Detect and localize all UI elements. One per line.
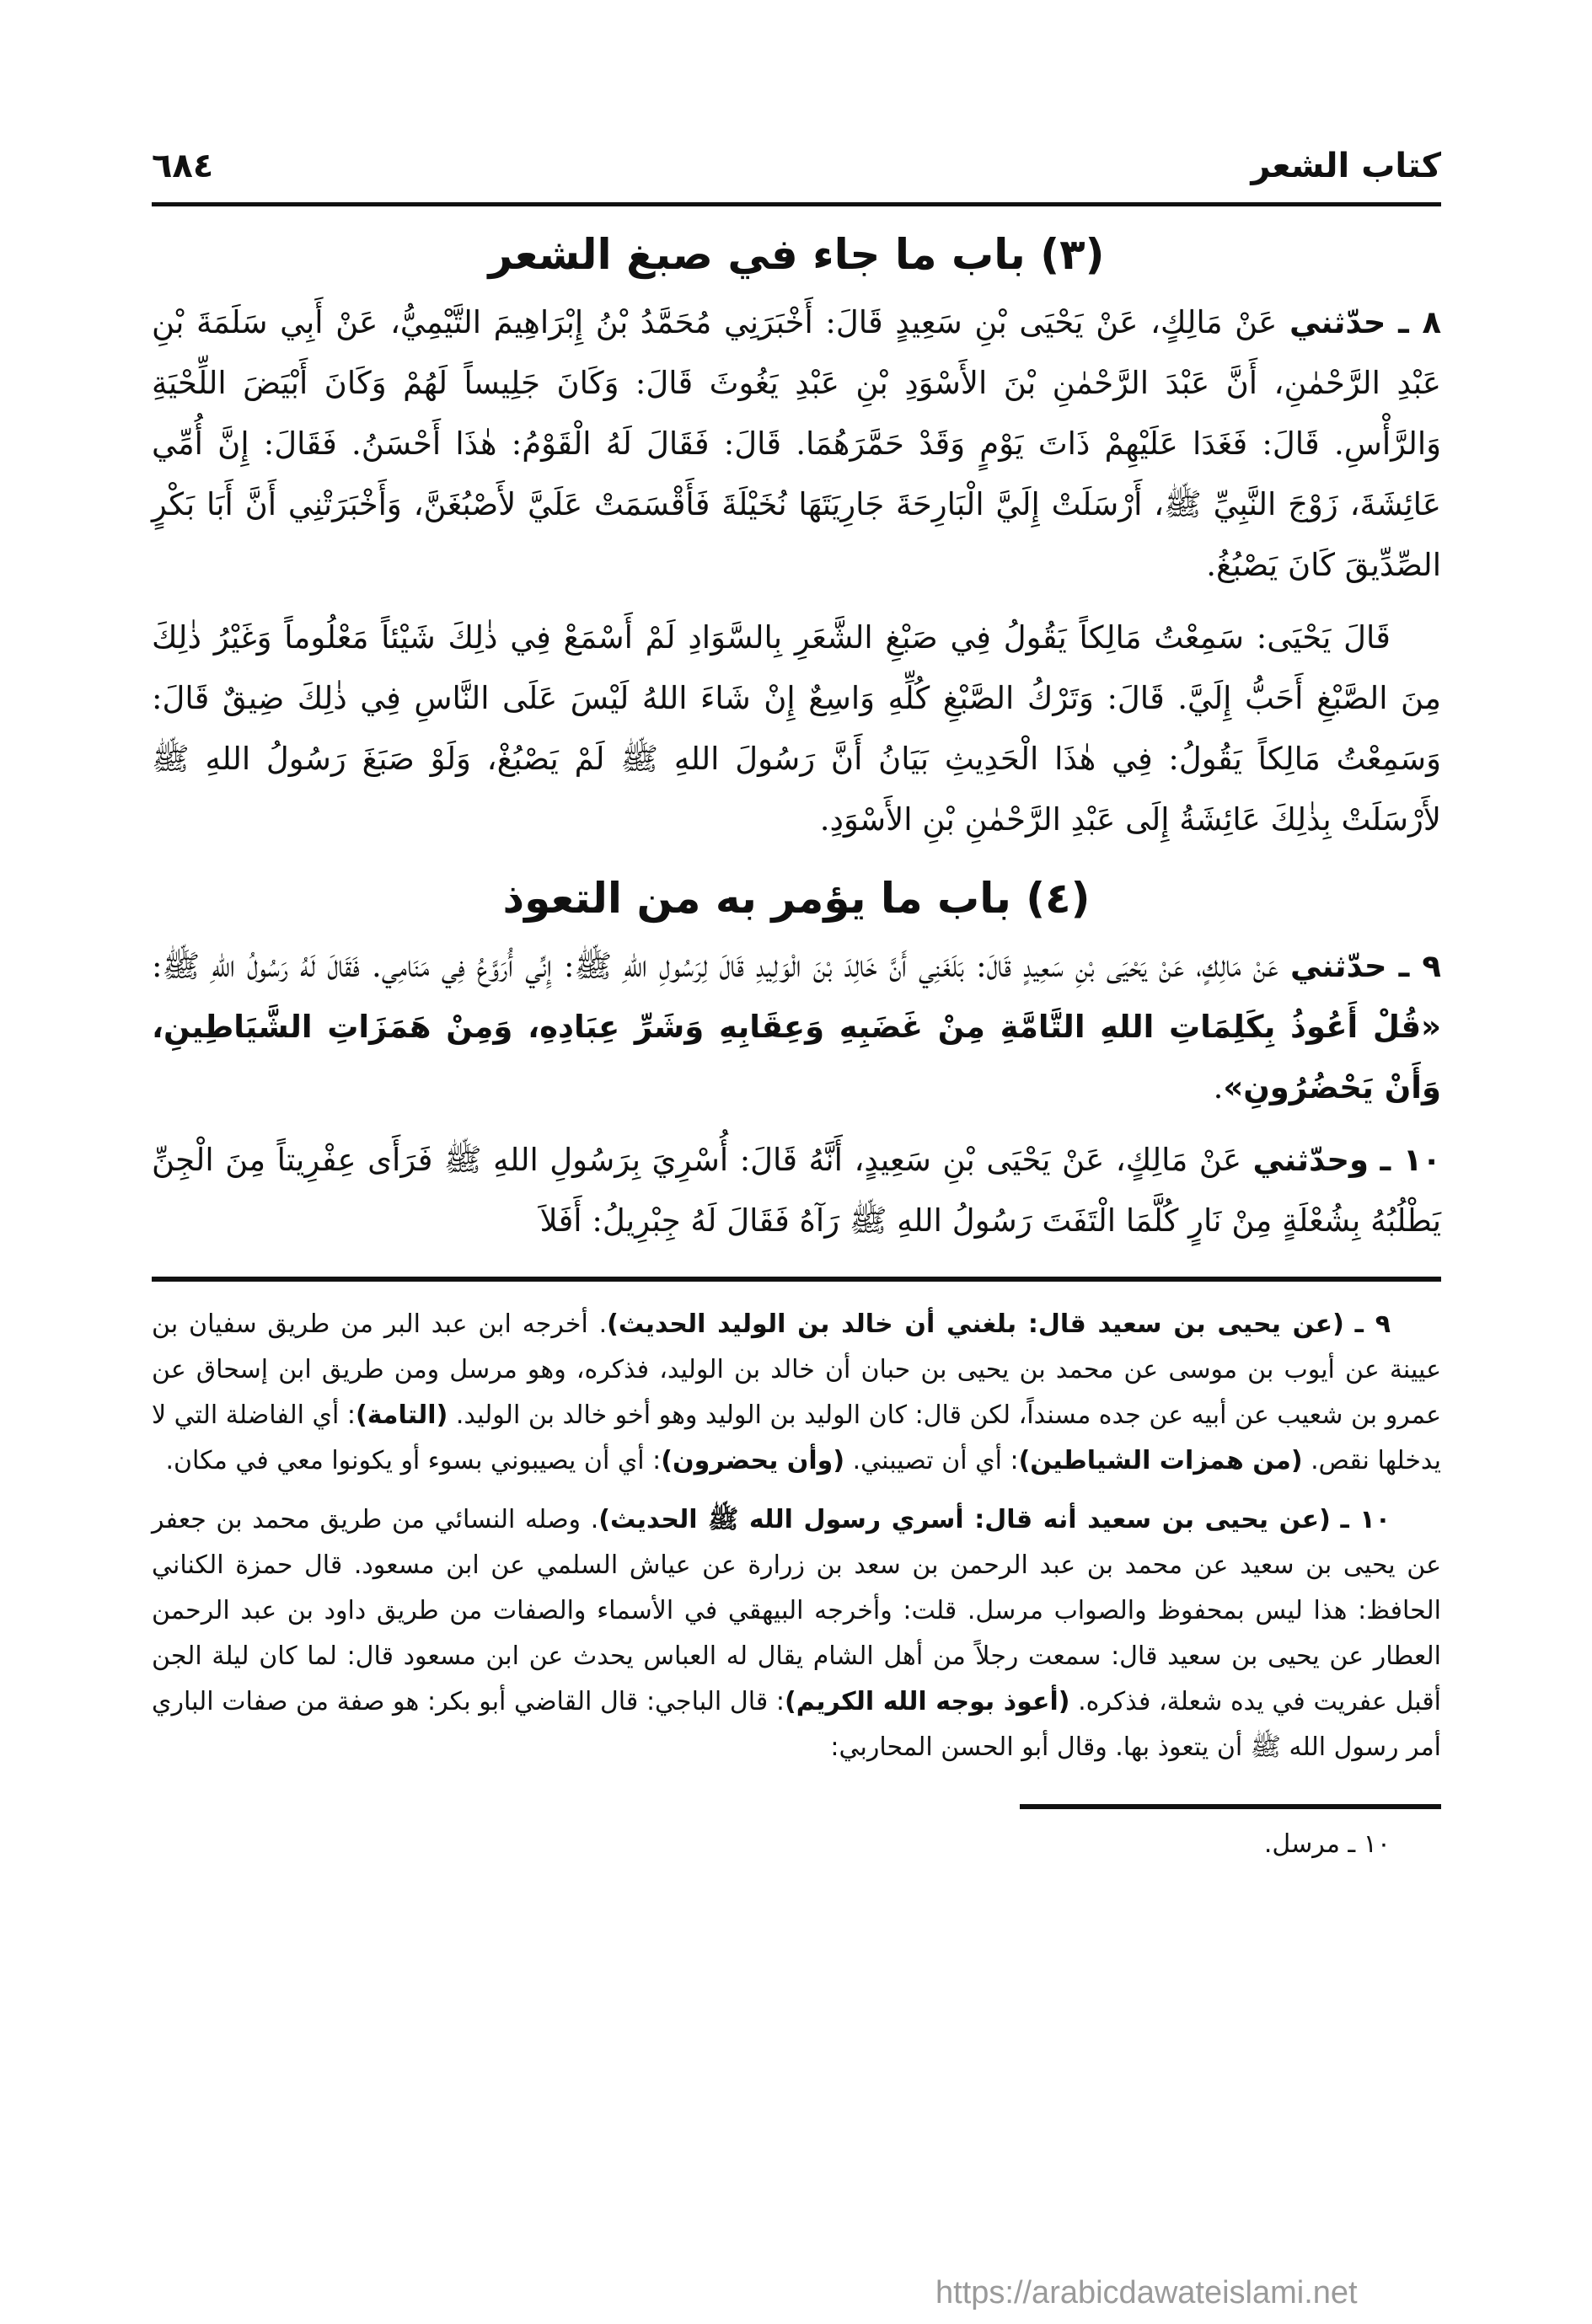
footnote-term: (أعوذ بوجه الله الكريم) <box>785 1687 1070 1716</box>
footnote-gloss: : أي أن تصيبني. <box>852 1446 1019 1475</box>
hadith-number: ١٠ ـ <box>1380 1142 1441 1178</box>
footnote-term: (وأن يحضرون) <box>661 1446 845 1475</box>
critical-apparatus-note: ١٠ ـ مرسل. <box>1263 1829 1391 1859</box>
book-title: كتاب الشعر <box>1251 147 1441 185</box>
footnote-gloss: : أي الفاضلة التي لا يدخلها نقص. <box>152 1400 1441 1475</box>
footnote-term: (من همزات الشياطين) <box>1018 1446 1303 1475</box>
chapter-title-4: (٤) باب ما يؤمر به من التعوذ <box>502 874 1091 923</box>
hadith-text: عَنْ مَالِكٍ، عَنْ يَحْيَى بْنِ سَعِيدٍ، أَنَّهُ قَالَ: أُسْرِيَ بِرَسُولِ اللهِ ﷺ فَرَأَى عِفْرِيتاً مِنَ الْجِنِّ يَطْلُبُهُ بِشُعْلَةٍ مِنْ نَارٍ كُلَّمَا الْتَفَتَ رَسُولُ اللهِ ﷺ رَآهُ فَقَالَ لَهُ جِبْرِيلُ: أَفَلاَ <box>152 1142 1441 1239</box>
footnote-number: ٩ ـ <box>1354 1309 1391 1339</box>
hadith-number: ٩ ـ <box>1398 948 1442 984</box>
footnote-number: ١٠ ـ <box>1340 1505 1391 1534</box>
footnote-text: . وصله النسائي من طريق محمد بن جعفر عن يحيى بن سعيد عن محمد بن عبد الرحمن بن سعد بن زرارة عن عياش السلمي عن ابن مسعود. قال حمزة الكناني الحافظ: هذا ليس بمحفوظ والصواب مرسل. قلت: وأخرجه البيهقي في الأسماء والصفات من طريق داود بن عبد الرحمن العطار عن يحيى بن سعيد قال: سمعت رجلاً من أهل الشام يقال له العباس يحدث عن ابن مسعود قال: لما كان ليلة الجن أقبل عفريت في يده شعلة، فذكره. <box>152 1505 1441 1716</box>
hadith-lead: وحدّثني <box>1252 1142 1370 1178</box>
footnote-gloss: : قال الباجي: قال القاضي أبو بكر: هو صفة من صفات الباري أمر رسول الله ﷺ أن يتعوذ بها. وقال أبو الحسن المحاربي: <box>152 1687 1441 1762</box>
running-header <box>152 126 1441 185</box>
book-page <box>152 126 1441 1859</box>
hadith-text: عَنْ مَالِكٍ، عَنْ يَحْيَى بْنِ سَعِيدٍ قَالَ: أَخْبَرَنِي مُحَمَّدُ بْنُ إِبْرَاهِيمَ التَّيْمِيُّ، عَنْ أَبِي سَلَمَةَ بْنِ عَبْدِ الرَّحْمٰنِ، أَنَّ عَبْدَ الرَّحْمٰنِ بْنَ الأَسْوَدِ بْنِ عَبْدِ يَغُوثَ قَالَ: وَكَانَ جَلِيساً لَهُمْ وَكَانَ أَبْيَضَ اللِّحْيَةِ وَالرَّأْسِ. قَالَ: فَغَدَا عَلَيْهِمْ ذَاتَ يَوْمٍ وَقَدْ حَمَّرَهُمَا. قَالَ: فَقَالَ لَهُ الْقَوْمُ: هٰذَا أَحْسَنُ. فَقَالَ: إِنَّ أُمِّي عَائِشَةَ، زَوْجَ النَّبِيِّ ﷺ، أَرْسَلَتْ إِلَيَّ الْبَارِحَةَ جَارِيَتَهَا نُخَيْلَةَ فَأَقْسَمَتْ عَلَيَّ لأَصْبُغَنَّ، وَأَخْبَرَتْنِي أَنَّ أَبَا بَكْرٍ الصِّدِّيقَ كَانَ يَصْبُغُ. <box>152 304 1441 583</box>
footnote-9 <box>152 1302 1441 1484</box>
footnote-separator <box>152 1277 1441 1282</box>
page-number: ٦٨٤ <box>152 147 214 185</box>
watermark-url: https://arabicdawateislami.net <box>935 2275 1358 2311</box>
hadith-lead: حدّثني <box>1290 948 1387 984</box>
hadith-number: ٨ ـ <box>1398 304 1442 340</box>
hadith-text: عَنْ مَالِكٍ، عَنْ يَحْيَى بْنِ سَعِيدٍ قَالَ: بَلَغَنِي أَنَّ خَالِدَ بْنَ الْوَلِيدِ قَالَ لِرَسُولِ اللهِ ﷺ: إِنِّي أُرَوَّعُ فِي مَنَامِي. فَقَالَ لَهُ رَسُولُ اللهِ ﷺ: <box>152 948 1278 984</box>
footnote-heading: (عن يحيى بن سعيد أنه قال: أسري رسول الله ﷺ الحديث) <box>598 1505 1331 1534</box>
footnote-term: (التامة) <box>356 1400 448 1430</box>
commentary-yahya: قَالَ يَحْيَى: سَمِعْتُ مَالِكاً يَقُولُ فِي صَبْغِ الشَّعَرِ بِالسَّوَادِ لَمْ أَسْمَعْ فِي ذٰلِكَ شَيْئاً مَعْلُوماً وَغَيْرُ ذٰلِكَ مِنَ الصَّبْغِ أَحَبُّ إِلَيَّ. قَالَ: وَتَرْكُ الصَّبْغِ كُلِّهِ وَاسِعٌ إِنْ شَاءَ اللهُ لَيْسَ عَلَى النَّاسِ فِي ذٰلِكَ ضِيقٌ قَالَ: وَسَمِعْتُ مَالِكاً يَقُولُ: فِي هٰذَا الْحَدِيثِ بَيَانُ أَنَّ رَسُولَ اللهِ ﷺ لَمْ يَصْبُغْ، وَلَوْ صَبَغَ رَسُولُ اللهِ ﷺ لأَرْسَلَتْ بِذٰلِكَ عَائِشَةُ إِلَى عَبْدِ الرَّحْمٰنِ بْنِ الأَسْوَدِ. <box>152 619 1441 838</box>
hadith-10 <box>152 1130 1441 1251</box>
hadith-end: . <box>1213 1069 1224 1106</box>
hadith-9 <box>152 936 1441 1118</box>
footnote-heading: (عن يحيى بن سعيد قال: بلغني أن خالد بن الوليد الحديث) <box>607 1309 1344 1339</box>
footnote-text: . أخرجه ابن عبد البر من طريق سفيان بن عيينة عن أيوب بن موسى عن محمد بن يحيى بن حبان أن خالد بن الوليد، فذكره، وهو مرسل ومن طريق ابن إسحاق عن عمرو بن شعيب عن أبيه عن جده مسنداً، لكن قال: كان الوليد بن الوليد وهو أخو خالد بن الوليد. <box>152 1309 1441 1430</box>
header-rule <box>152 202 1441 206</box>
hadith-lead: حدّثني <box>1289 304 1386 340</box>
apparatus-separator <box>1020 1804 1441 1809</box>
chapter-title-3: (٣) باب ما جاء في صبغ الشعر <box>488 230 1105 279</box>
footnote-gloss: : أي أن يصيبوني بسوء أو يكونوا معي في مكان. <box>165 1446 662 1475</box>
footnote-10 <box>152 1497 1441 1770</box>
hadith-quote: «قُلْ أَعُوذُ بِكَلِمَاتِ اللهِ التَّامَّةِ مِنْ غَضَبِهِ وَعِقَابِهِ وَشَرِّ عِبَادِهِ، وَمِنْ هَمَزَاتِ الشَّيَاطِينِ، وَأَنْ يَحْضُرُونِ» <box>152 1009 1441 1106</box>
hadith-8 <box>152 292 1441 596</box>
